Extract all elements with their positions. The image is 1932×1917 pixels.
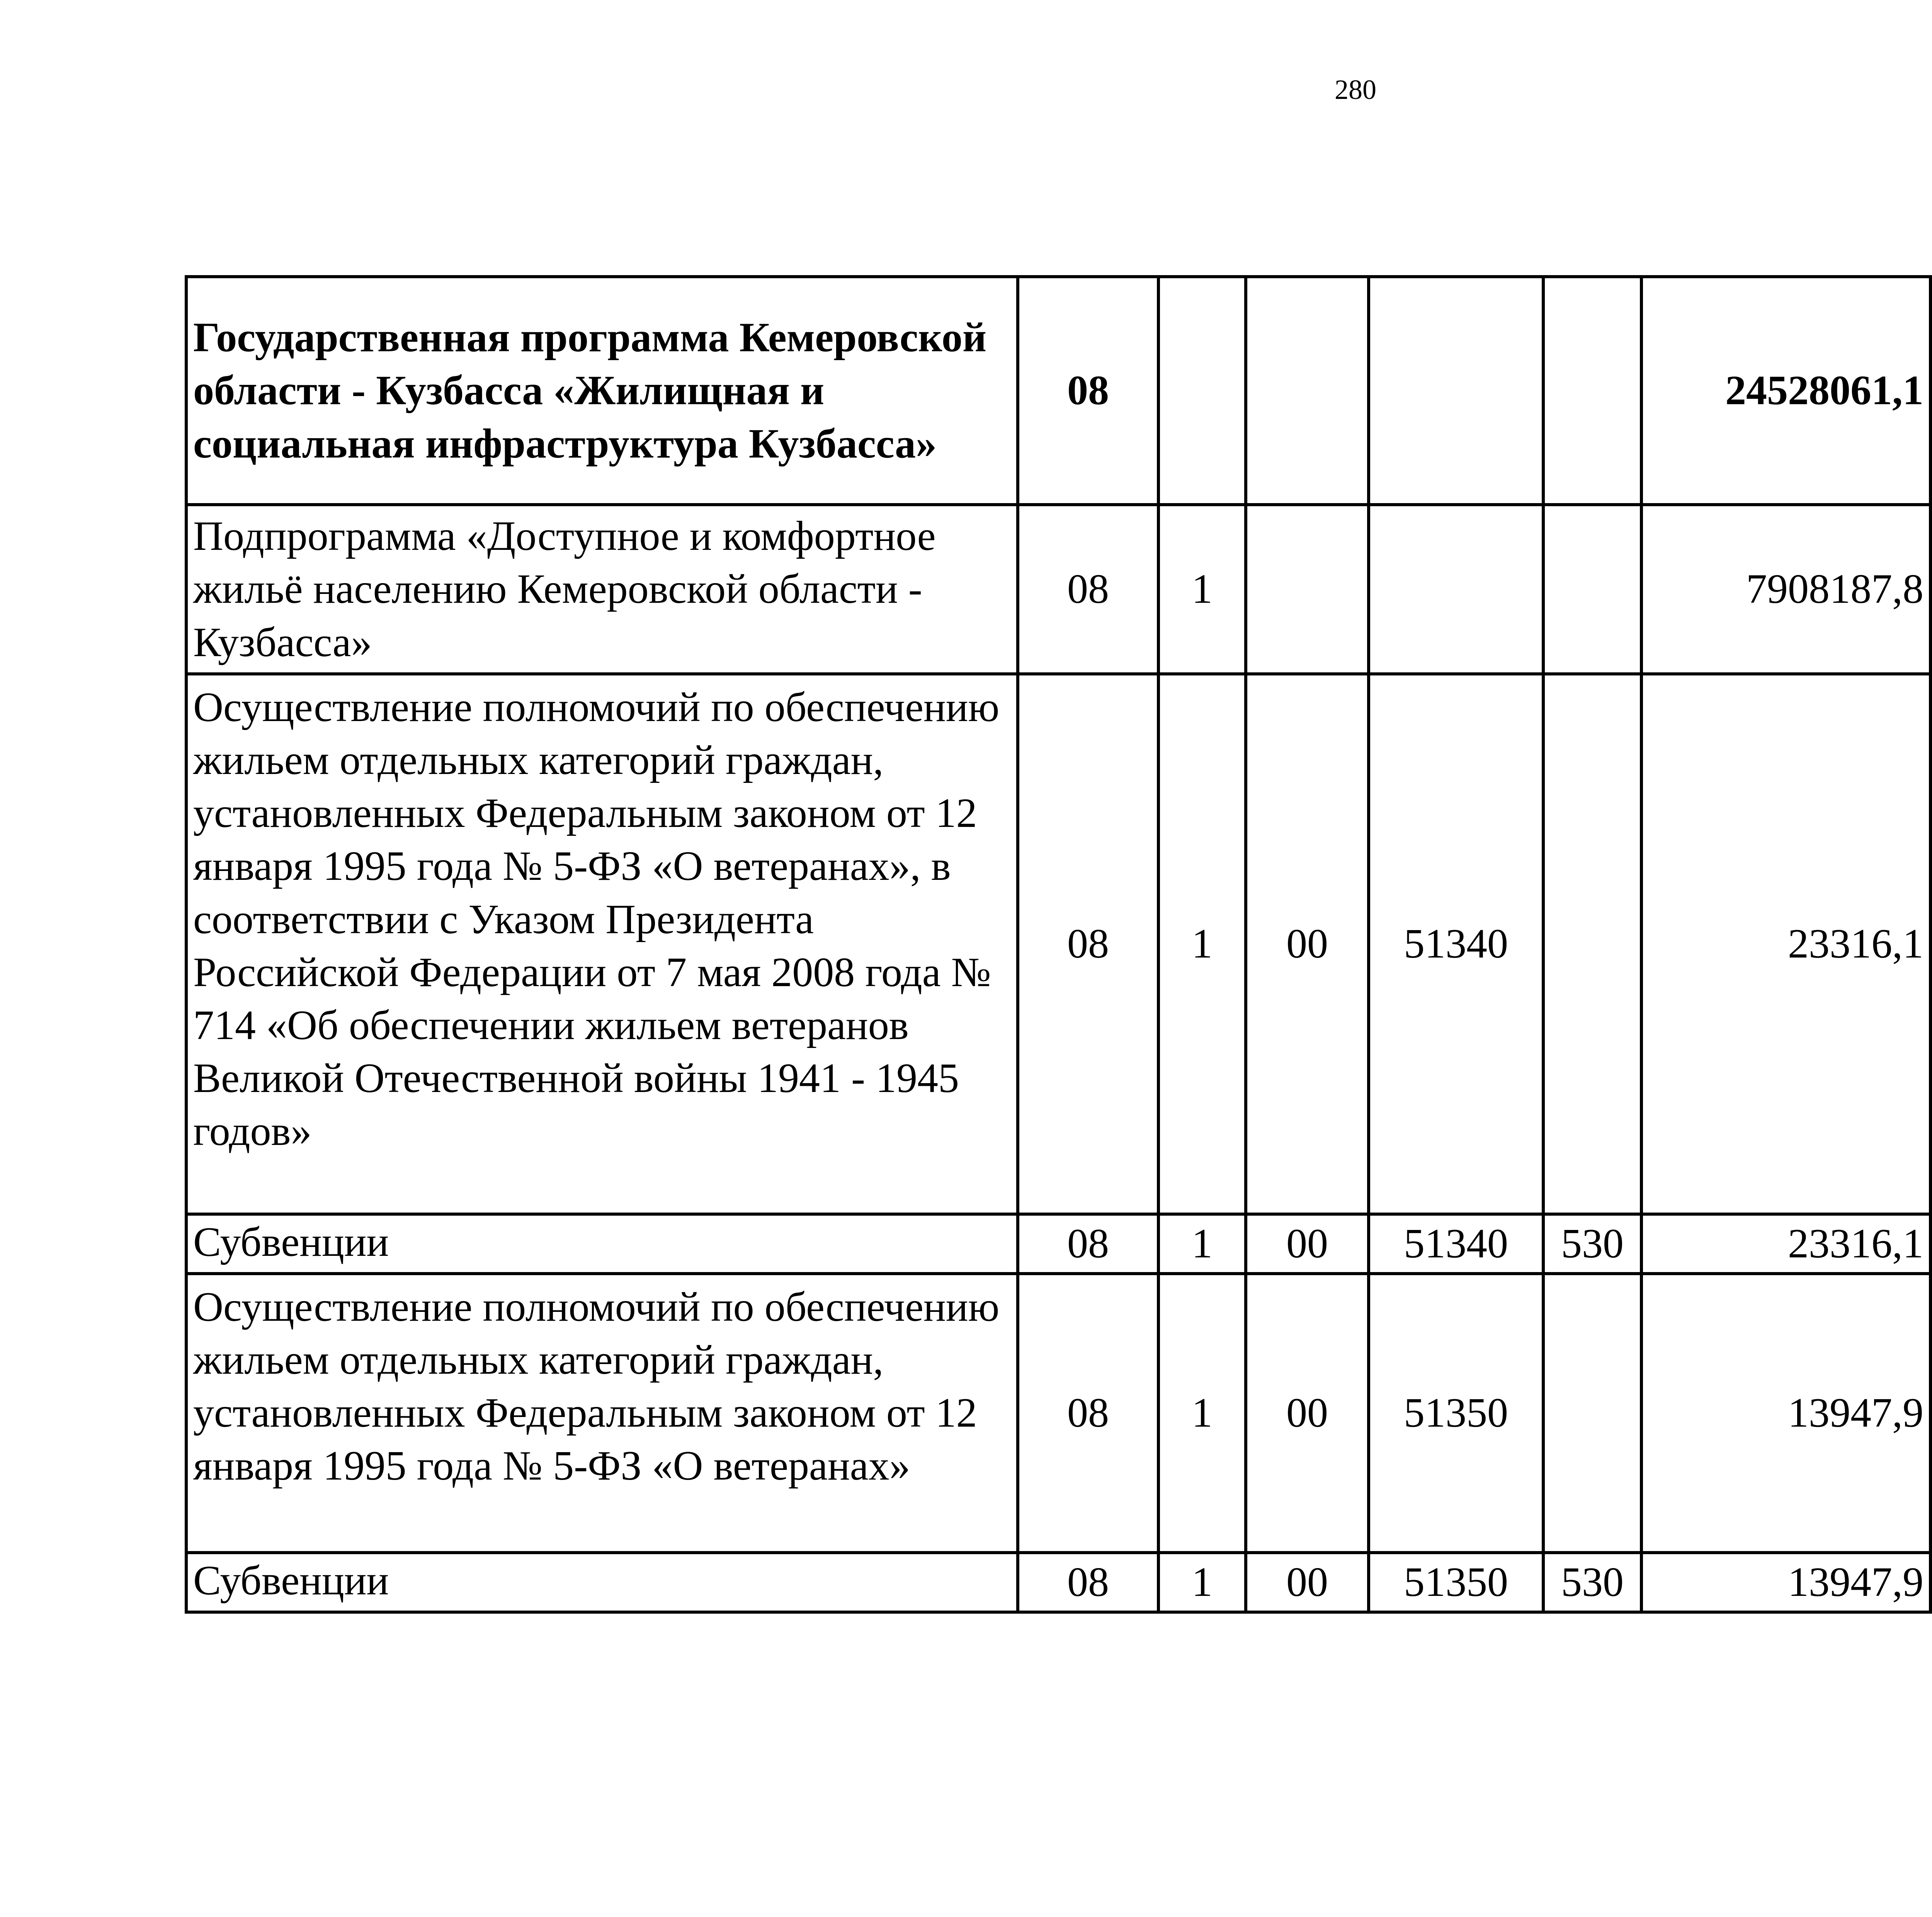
subprogram-code: 00 [1246,1214,1369,1274]
page-number: 280 [1335,74,1376,105]
row-name: Осуществление полномочий по обеспечению жильем отдельных категорий граждан, установленных Федеральным законом от 12 января 1995 года № 5-ФЗ «О ветеранах» [186,1274,1018,1553]
program-code [1158,277,1246,505]
subprogram-code: 00 [1246,1553,1369,1612]
expense-type-code [1543,505,1641,674]
amount-2 [1930,1214,1932,1274]
section-code: 08 [1018,1274,1158,1553]
amount-1: 13947,9 [1641,1553,1930,1612]
amount-1: 7908187,8 [1641,505,1930,674]
expense-type-code [1543,674,1641,1214]
program-code: 1 [1158,505,1246,674]
amount-2 [1930,1553,1932,1612]
program-code: 1 [1158,1553,1246,1612]
expense-type-code: 530 [1543,1553,1641,1612]
amount-2 [1930,1274,1932,1553]
amount-2 [1930,674,1932,1214]
amount-2 [1930,505,1932,674]
expense-type-code [1543,277,1641,505]
program-code: 1 [1158,1274,1246,1553]
row-name: Государственная программа Кемеровской области - Кузбасса «Жилищная и социальная инфраструктура Кузбасса» [186,277,1018,505]
table-row [186,674,1932,1214]
section-code: 08 [1018,1553,1158,1612]
direction-code: 51350 [1369,1553,1543,1612]
amount-1: 24528061,1 [1641,277,1930,505]
row-name: Осуществление полномочий по обеспечению жильем отдельных категорий граждан, установленных Федеральным законом от 12 января 1995 года № 5-ФЗ «О ветеранах», в соответствии с Указом Президента Российской Федерации от 7 мая 2008 года № 714 «Об обеспечении жильем ветеранов Великой Отечественной войны 1941 - 1945 годов» [186,674,1018,1214]
subprogram-code [1246,277,1369,505]
direction-code: 51340 [1369,674,1543,1214]
row-name: Субвенции [186,1214,1018,1274]
direction-code [1369,505,1543,674]
direction-code: 51340 [1369,1214,1543,1274]
section-code: 08 [1018,1214,1158,1274]
table-row [186,1553,1932,1612]
program-code: 1 [1158,1214,1246,1274]
direction-code [1369,277,1543,505]
subprogram-code: 00 [1246,674,1369,1214]
expense-type-code: 530 [1543,1214,1641,1274]
subprogram-code [1246,505,1369,674]
table-row [186,1214,1932,1274]
amount-1: 13947,9 [1641,1274,1930,1553]
amount-1: 23316,1 [1641,674,1930,1214]
section-code: 08 [1018,674,1158,1214]
direction-code: 51350 [1369,1274,1543,1553]
section-code: 08 [1018,277,1158,505]
row-name: Субвенции [186,1553,1018,1612]
table-row [186,277,1932,505]
section-code: 08 [1018,505,1158,674]
row-name: Подпрограмма «Доступное и комфортное жильё населению Кемеровской области - Кузбасса» [186,505,1018,674]
expense-type-code [1543,1274,1641,1553]
table-row [186,505,1932,674]
program-code: 1 [1158,674,1246,1214]
budget-table [185,275,1932,1614]
subprogram-code: 00 [1246,1274,1369,1553]
amount-1: 23316,1 [1641,1214,1930,1274]
amount-2 [1930,277,1932,505]
table-row [186,1274,1932,1553]
